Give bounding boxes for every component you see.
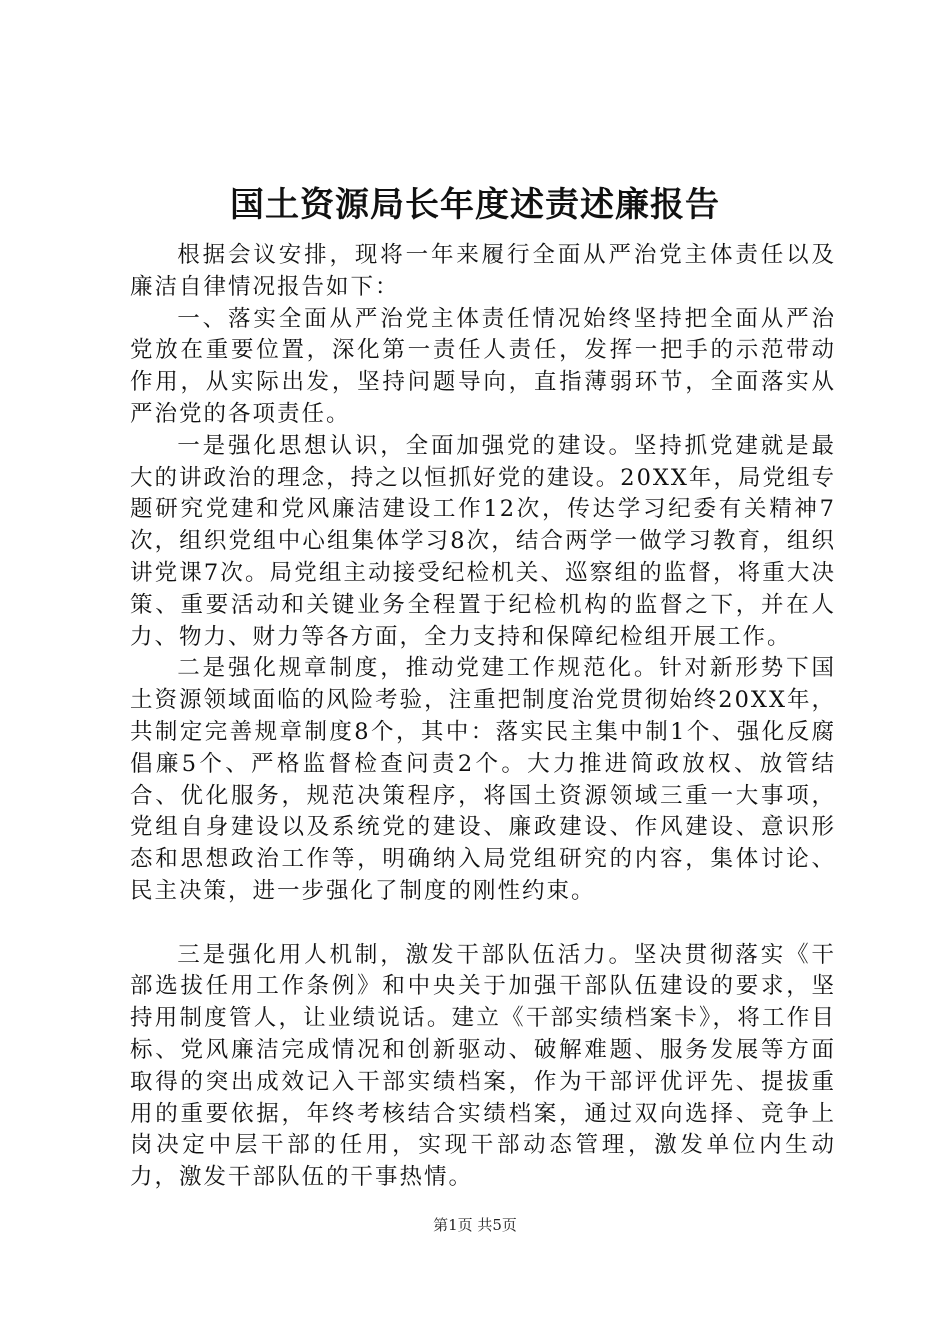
page-number-footer: 第1页 共5页 [433, 1216, 517, 1234]
paragraph-point-two: 二是强化规章制度，推动党建工作规范化。针对新形势下国土资源领域面临的风险考验，注重把制度治党贯彻始终20XX年，共制定完善规章制度8个，其中：落实民主集中制1个、强化反腐倡廉5个、严格监督检查问责2个。大力推进简政放权、放管结合、优化服务，规范决策程序，将国土资源领域三重一大事项，党组自身建设以及系统党的建设、廉政建设、作风建设、意识形态和思想政治工作等，明确纳入局党组研究的内容，集体讨论、民主决策，进一步强化了制度的刚性约束。 [130, 655, 836, 904]
document-title: 国土资源局长年度述责述廉报告 [230, 185, 720, 225]
document-body [130, 240, 836, 1194]
paragraph-intro: 根据会议安排，现将一年来履行全面从严治党主体责任以及廉洁自律情况报告如下： [130, 242, 836, 300]
paragraph-point-three: 三是强化用人机制，激发干部队伍活力。坚决贯彻落实《干部选拔任用工作条例》和中央关于加强干部队伍建设的要求，坚持用制度管人，让业绩说话。建立《干部实绩档案卡》，将工作目标、党风廉洁完成情况和创新驱动、破解难题、服务发展等方面取得的突出成效记入干部实绩档案，作为干部评优评先、提拔重用的重要依据，年终考核结合实绩档案，通过双向选择、竞争上岗决定中层干部的任用，实现干部动态管理，激发单位内生动力，激发干部队伍的干事热情。 [130, 941, 836, 1191]
paragraph-point-one: 一是强化思想认识，全面加强党的建设。坚持抓党建就是最大的讲政治的理念，持之以恒抓好党的建设。20XX年，局党组专题研究党建和党风廉洁建设工作12次，传达学习纪委有关精神7次，组织党组中心组集体学习8次，结合两学一做学习教育，组织讲党课7次。局党组主动接受纪检机关、巡察组的监督，将重大决策、重要活动和关键业务全程置于纪检机构的监督之下，并在人力、物力、财力等各方面，全力支持和保障纪检组开展工作。 [130, 432, 836, 650]
paragraph-section-one: 一、落实全面从严治党主体责任情况始终坚持把全面从严治党放在重要位置，深化第一责任人责任，发挥一把手的示范带动作用，从实际出发，坚持问题导向，直指薄弱环节，全面落实从严治党的各项责任。 [130, 305, 836, 427]
